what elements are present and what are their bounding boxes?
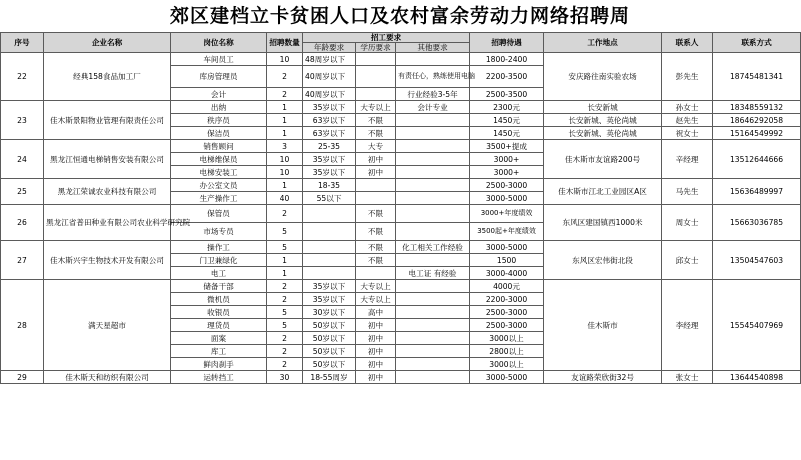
position-cell: 运转挡工 — [171, 371, 267, 384]
salary-cell: 3000-5000 — [470, 241, 544, 254]
education-cell — [356, 66, 396, 88]
contact-cell: 孙女士 — [662, 101, 713, 114]
salary-cell: 4000元 — [470, 280, 544, 293]
count-cell: 5 — [267, 223, 303, 241]
contact-cell: 李经理 — [662, 280, 713, 371]
location-cell: 长安新城、英伦尚城 — [544, 127, 662, 140]
salary-cell: 2500-3000 — [470, 179, 544, 192]
age-cell: 30岁以下 — [303, 306, 356, 319]
other-cell — [396, 179, 470, 192]
age-cell: 50岁以下 — [303, 319, 356, 332]
count-cell: 2 — [267, 280, 303, 293]
position-cell: 出纳 — [171, 101, 267, 114]
other-cell — [396, 223, 470, 241]
count-cell: 5 — [267, 241, 303, 254]
count-cell: 1 — [267, 101, 303, 114]
phone-cell: 18348559132 — [713, 101, 801, 114]
phone-cell: 15164549992 — [713, 127, 801, 140]
location-cell: 佳木斯市 — [544, 280, 662, 371]
position-cell: 保管员 — [171, 205, 267, 223]
recruitment-table — [0, 32, 801, 384]
salary-cell: 2500-3000 — [470, 319, 544, 332]
position-cell: 秩序员 — [171, 114, 267, 127]
contact-cell: 辛经理 — [662, 140, 713, 179]
position-cell: 库房管理员 — [171, 66, 267, 88]
phone-cell: 18646292058 — [713, 114, 801, 127]
other-cell: 化工相关工作经验 — [396, 241, 470, 254]
other-cell — [396, 293, 470, 306]
header-row — [1, 33, 801, 43]
count-cell: 2 — [267, 332, 303, 345]
salary-cell: 2200-3000 — [470, 293, 544, 306]
contact-cell: 赵先生 — [662, 114, 713, 127]
education-cell: 初中 — [356, 358, 396, 371]
count-cell: 2 — [267, 293, 303, 306]
age-cell: 63岁以下 — [303, 114, 356, 127]
header-age: 年龄要求 — [303, 43, 356, 53]
education-cell: 不限 — [356, 114, 396, 127]
education-cell: 高中 — [356, 306, 396, 319]
salary-cell: 2300元 — [470, 101, 544, 114]
education-cell: 不限 — [356, 127, 396, 140]
count-cell: 1 — [267, 267, 303, 280]
salary-cell: 2500-3000 — [470, 306, 544, 319]
company-cell: 经典158食品加工厂 — [44, 53, 171, 101]
phone-cell: 15545407969 — [713, 280, 801, 371]
count-cell: 5 — [267, 319, 303, 332]
count-cell: 2 — [267, 88, 303, 101]
header-requirements: 招工要求 — [303, 33, 470, 43]
seq-cell: 28 — [1, 280, 44, 371]
age-cell — [303, 267, 356, 280]
education-cell — [356, 88, 396, 101]
age-cell: 40周岁以下 — [303, 88, 356, 101]
education-cell — [356, 179, 396, 192]
education-cell: 不限 — [356, 223, 396, 241]
other-cell — [396, 306, 470, 319]
position-cell: 鲜肉刹手 — [171, 358, 267, 371]
table-row — [1, 371, 801, 384]
seq-cell: 27 — [1, 241, 44, 280]
table-row — [1, 140, 801, 153]
other-cell — [396, 319, 470, 332]
age-cell: 35岁以下 — [303, 101, 356, 114]
other-cell — [396, 345, 470, 358]
age-cell — [303, 241, 356, 254]
salary-cell: 3500+提成 — [470, 140, 544, 153]
position-cell: 会计 — [171, 88, 267, 101]
education-cell: 不限 — [356, 205, 396, 223]
position-cell: 收银员 — [171, 306, 267, 319]
age-cell: 55以下 — [303, 192, 356, 205]
salary-cell: 2200-3500 — [470, 66, 544, 88]
company-cell: 佳木斯景阳物业管理有限责任公司 — [44, 101, 171, 140]
salary-cell: 1800-2400 — [470, 53, 544, 66]
phone-cell: 15636489997 — [713, 179, 801, 205]
age-cell: 35岁以下 — [303, 153, 356, 166]
table-row — [1, 205, 801, 223]
seq-cell: 25 — [1, 179, 44, 205]
other-cell — [396, 127, 470, 140]
other-cell — [396, 166, 470, 179]
header-education: 学历要求 — [356, 43, 396, 53]
position-cell: 操作工 — [171, 241, 267, 254]
table-row — [1, 101, 801, 114]
salary-cell: 3500起+年度绩效 — [470, 223, 544, 241]
count-cell: 2 — [267, 66, 303, 88]
age-cell: 18-35 — [303, 179, 356, 192]
header-phone: 联系方式 — [713, 33, 801, 53]
position-cell: 电梯安装工 — [171, 166, 267, 179]
education-cell: 初中 — [356, 153, 396, 166]
education-cell: 初中 — [356, 332, 396, 345]
salary-cell: 3000以上 — [470, 358, 544, 371]
education-cell: 初中 — [356, 371, 396, 384]
seq-cell: 24 — [1, 140, 44, 179]
phone-cell: 18745481341 — [713, 53, 801, 101]
phone-cell: 15663036785 — [713, 205, 801, 241]
education-cell: 大专以上 — [356, 293, 396, 306]
salary-cell: 2500-3500 — [470, 88, 544, 101]
count-cell: 1 — [267, 114, 303, 127]
table-row — [1, 280, 801, 293]
education-cell — [356, 192, 396, 205]
count-cell: 2 — [267, 358, 303, 371]
education-cell: 大专 — [356, 140, 396, 153]
other-cell — [396, 371, 470, 384]
table-row — [1, 241, 801, 254]
salary-cell: 1450元 — [470, 114, 544, 127]
other-cell — [396, 332, 470, 345]
salary-cell: 3000+ — [470, 166, 544, 179]
salary-cell: 3000+ — [470, 153, 544, 166]
count-cell: 30 — [267, 371, 303, 384]
header-salary: 招聘待遇 — [470, 33, 544, 53]
education-cell: 初中 — [356, 319, 396, 332]
position-cell: 门卫兼绿化 — [171, 254, 267, 267]
contact-cell: 周女士 — [662, 205, 713, 241]
age-cell: 63岁以下 — [303, 127, 356, 140]
position-cell: 面案 — [171, 332, 267, 345]
count-cell: 3 — [267, 140, 303, 153]
position-cell: 生产操作工 — [171, 192, 267, 205]
header-location: 工作地点 — [544, 33, 662, 53]
other-cell: 会计专业 — [396, 101, 470, 114]
seq-cell: 29 — [1, 371, 44, 384]
count-cell: 5 — [267, 306, 303, 319]
position-cell: 理货员 — [171, 319, 267, 332]
position-cell: 销售顾问 — [171, 140, 267, 153]
header-position: 岗位名称 — [171, 33, 267, 53]
seq-cell: 26 — [1, 205, 44, 241]
salary-cell: 2800以上 — [470, 345, 544, 358]
position-cell: 库工 — [171, 345, 267, 358]
phone-cell: 13504547603 — [713, 241, 801, 280]
other-cell — [396, 153, 470, 166]
other-cell — [396, 192, 470, 205]
phone-cell: 13512644666 — [713, 140, 801, 179]
education-cell — [356, 53, 396, 66]
other-cell — [396, 140, 470, 153]
age-cell: 40周岁以下 — [303, 66, 356, 88]
location-cell: 佳木斯市友谊路200号 — [544, 140, 662, 179]
age-cell: 50岁以下 — [303, 332, 356, 345]
education-cell: 初中 — [356, 166, 396, 179]
count-cell: 10 — [267, 153, 303, 166]
age-cell: 50岁以下 — [303, 358, 356, 371]
salary-cell: 3000-4000 — [470, 267, 544, 280]
education-cell: 大专以上 — [356, 101, 396, 114]
other-cell — [396, 205, 470, 223]
count-cell: 2 — [267, 205, 303, 223]
company-cell: 黑龙江省普田种业有限公司农业科学研究院 — [44, 205, 171, 241]
age-cell: 50岁以下 — [303, 345, 356, 358]
other-cell — [396, 358, 470, 371]
position-cell: 市场专员 — [171, 223, 267, 241]
company-cell: 佳木斯兴宇生物技术开发有限公司 — [44, 241, 171, 280]
table-row — [1, 53, 801, 66]
location-cell: 友谊路荣欣街32号 — [544, 371, 662, 384]
count-cell: 40 — [267, 192, 303, 205]
count-cell: 1 — [267, 127, 303, 140]
company-cell: 满天星超市 — [44, 280, 171, 371]
header-contact: 联系人 — [662, 33, 713, 53]
seq-cell: 22 — [1, 53, 44, 101]
position-cell: 储备干部 — [171, 280, 267, 293]
other-cell: 电工证 有经验 — [396, 267, 470, 280]
company-cell: 佳木斯天和纺织有限公司 — [44, 371, 171, 384]
header-seq: 序号 — [1, 33, 44, 53]
salary-cell: 1450元 — [470, 127, 544, 140]
salary-cell: 3000+年度绩效 — [470, 205, 544, 223]
contact-cell: 祝女士 — [662, 127, 713, 140]
other-cell — [396, 254, 470, 267]
header-count: 招聘数量 — [267, 33, 303, 53]
position-cell: 保洁员 — [171, 127, 267, 140]
education-cell: 不限 — [356, 241, 396, 254]
contact-cell: 张女士 — [662, 371, 713, 384]
count-cell: 1 — [267, 179, 303, 192]
count-cell: 10 — [267, 166, 303, 179]
education-cell: 大专以上 — [356, 280, 396, 293]
company-cell: 黑龙江荣诚农业科技有限公司 — [44, 179, 171, 205]
age-cell: 18-55周岁 — [303, 371, 356, 384]
location-cell: 东风区宏伟街北段 — [544, 241, 662, 280]
contact-cell: 马先生 — [662, 179, 713, 205]
phone-cell: 13644540898 — [713, 371, 801, 384]
count-cell: 2 — [267, 345, 303, 358]
age-cell: 25-35 — [303, 140, 356, 153]
header-company: 企业名称 — [44, 33, 171, 53]
salary-cell: 3000-5000 — [470, 371, 544, 384]
seq-cell: 23 — [1, 101, 44, 140]
education-cell: 初中 — [356, 345, 396, 358]
page-title: 郊区建档立卡贫困人口及农村富余劳动力网络招聘周 — [169, 5, 630, 27]
contact-cell: 邱女士 — [662, 241, 713, 280]
other-cell — [396, 280, 470, 293]
location-cell: 安庆路往南实验农场 — [544, 53, 662, 101]
salary-cell: 3000以上 — [470, 332, 544, 345]
contact-cell: 彭先生 — [662, 53, 713, 101]
location-cell: 长安新城、英伦尚城 — [544, 114, 662, 127]
position-cell: 车间员工 — [171, 53, 267, 66]
header-other: 其他要求 — [396, 43, 470, 53]
location-cell: 长安新城 — [544, 101, 662, 114]
education-cell — [356, 267, 396, 280]
salary-cell: 1500 — [470, 254, 544, 267]
company-cell: 黑龙江恒通电梯销售安装有限公司 — [44, 140, 171, 179]
table-row — [1, 179, 801, 192]
age-cell: 35岁以下 — [303, 293, 356, 306]
other-cell — [396, 53, 470, 66]
location-cell: 东风区建国镇西1000米 — [544, 205, 662, 241]
age-cell: 48周岁以下 — [303, 53, 356, 66]
other-cell — [396, 114, 470, 127]
count-cell: 10 — [267, 53, 303, 66]
position-cell: 办公室文员 — [171, 179, 267, 192]
other-cell: 行业经验3-5年 — [396, 88, 470, 101]
salary-cell: 3000-5000 — [470, 192, 544, 205]
education-cell: 不限 — [356, 254, 396, 267]
age-cell — [303, 223, 356, 241]
position-cell: 电梯维保员 — [171, 153, 267, 166]
position-cell: 电工 — [171, 267, 267, 280]
age-cell — [303, 254, 356, 267]
age-cell — [303, 205, 356, 223]
other-cell: 有责任心，熟练使用电脑 — [396, 66, 470, 88]
location-cell: 佳木斯市江北工业园区A区 — [544, 179, 662, 205]
count-cell: 1 — [267, 254, 303, 267]
position-cell: 微机员 — [171, 293, 267, 306]
age-cell: 35岁以下 — [303, 280, 356, 293]
age-cell: 35岁以下 — [303, 166, 356, 179]
